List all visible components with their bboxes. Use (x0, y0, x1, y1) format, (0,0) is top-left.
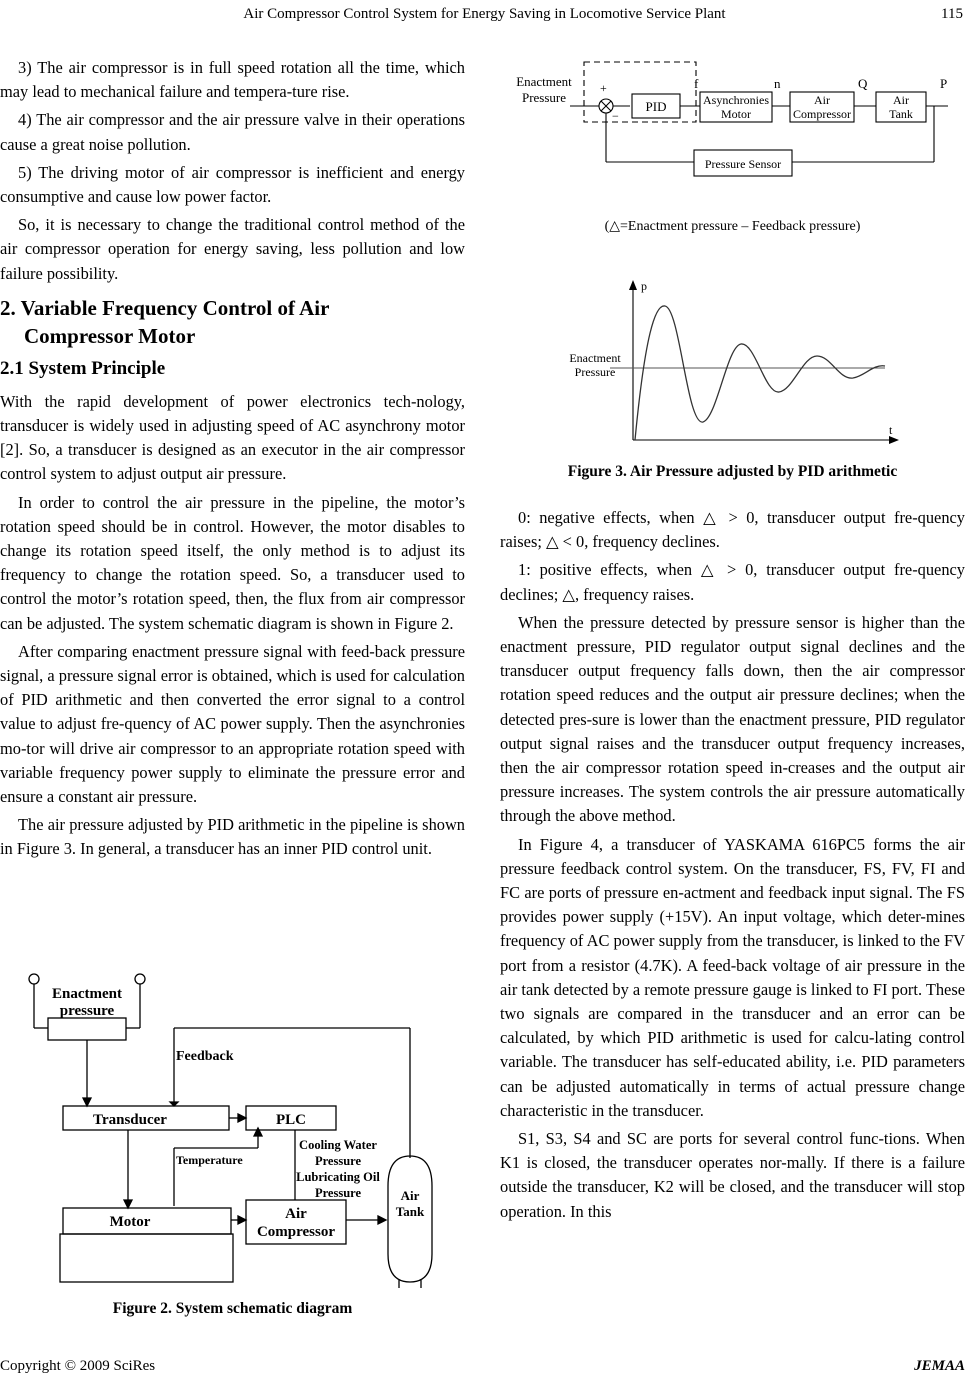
paragraph: 4) The air compressor and the air pressure valve in their operations cause a great noise pollution. (0, 110, 465, 154)
enactment-pressure-label-1: Enactment (516, 74, 572, 89)
plus-sign: + (600, 81, 607, 95)
figure-3-caption: Figure 3. Air Pressure adjusted by PID arithmetic (567, 463, 898, 480)
plc-label: PLC (276, 1112, 306, 1128)
asynchronies-motor-label-2: Motor (721, 107, 751, 121)
transducer-label: Transducer (93, 1112, 167, 1128)
n-label: n (774, 76, 781, 91)
pid-block-label: PID (645, 99, 667, 114)
paragraph: 1: positive effects, when △ > 0, transducer output fre-quency declines; △, frequency raises. (500, 560, 965, 604)
air-tank-label-1: Air (893, 93, 909, 107)
figure-2-diagram (20, 968, 465, 1288)
paragraph: In Figure 4, a transducer of YASKAMA 616PC5 forms the air pressure feedback control system. On the transducer, FS, FV, FI and FC are ports of pressure en-actment and feedback input signal. The FS provides power supply (+15V). An input voltage, which deter-mines frequency of AC power supply from the transducer, is linked to the FV port from a resistor (4.7K). A feed-back voltage of air pressure in the air tank detected by a remote pressure gauge is linked to FI port. These two signals are compared in the transducer and an error can be calculated, by which PID arithmetic is used for calcu-lating control variable. The transducer has self-educated ability, i.e. PID parameters can be adjusted automatically in terms of actual pressure change characteristic in the transducer. (500, 834, 965, 1120)
asynchronies-motor-label-1: Asynchronies (703, 93, 769, 107)
feedback-label: Feedback (176, 1049, 234, 1064)
f-label: f (694, 76, 699, 91)
running-title: Air Compressor Control System for Energy Saving in Locomotive Service Plant (243, 6, 726, 22)
paragraph: 0: negative effects, when △ > 0, transducer output fre-quency raises; △ < 0, frequency declines. (500, 508, 965, 552)
journal-abbrev: JEMAA (914, 1358, 965, 1374)
page-footer (0, 1358, 969, 1378)
air-tank-label-2: Tank (395, 1204, 425, 1219)
subsection-heading: 2.1 System Principle (0, 357, 166, 379)
air-compressor-label-2: Compressor (256, 1224, 336, 1240)
t-axis-label: t (889, 423, 893, 437)
section-heading-line2: Compressor Motor (24, 323, 196, 348)
motor-label: Motor (109, 1214, 151, 1230)
cooling-water-label: Cooling Water (299, 1138, 377, 1152)
p-label: P (940, 76, 948, 91)
air-compressor-label-1: Air (814, 93, 830, 107)
paragraph: When the pressure detected by pressure sensor is higher than the enactment pressure, PID regulator output signal declines and the transducer output frequency falls down, then the air compressor rotation speed reduces and the output air pressure declines; when the detected pres-sure is lower than the enactment pressure, PID regulator output signal raises and the transducer output frequency increases, then the air compressor rotation speed in-creases and the output air pressure increases. The system controls the air pressure automatically through the above method. (500, 612, 965, 826)
air-tank-label-2: Tank (889, 107, 913, 121)
lubricating-oil-label: Lubricating Oil (296, 1170, 380, 1184)
air-compressor-label-2: Compressor (793, 107, 851, 121)
running-header (0, 6, 969, 26)
page-number: 115 (941, 6, 963, 22)
air-compressor-label-1: Air (285, 1206, 307, 1222)
q-label: Q (858, 76, 868, 91)
left-column (0, 56, 465, 866)
paragraph: S1, S3, S4 and SC are ports for several control func-tions. When K1 is closed, the transducer operates nor-mally. If there is a failure outside the transducer, K2 will be closed, and the transducer will stop operation. In this (500, 1129, 965, 1221)
paragraph: With the rapid development of power electronics tech-nology, transducer is widely used in adjusting speed of AC asynchrony motor [2]. So, a transducer is designed as an executor in the air compressor control system to adjust output air pressure. (0, 391, 465, 484)
paragraph: After comparing enactment pressure signal with feed-back pressure signal, a pressure signal error is obtained, which is used for calculation of PID arithmetic and then converted the error signal to a control value to adjust fre-quency of AC power supply. Then the asynchronies mo-tor will drive air compressor to an appropriate rotation speed with variable frequency power supply to eliminate the pressure error and ensure a constant air pressure. (0, 641, 465, 807)
paragraph: So, it is necessary to change the traditional control method of the air compressor operation for energy saving, less pollution and low failure possibility. (0, 215, 465, 283)
pressure-response-curve (635, 306, 885, 440)
delta-definition-note: (△=Enactment pressure – Feedback pressure) (604, 219, 861, 234)
enactment-label: Enactment (569, 351, 621, 365)
enactment-pressure-label-2: Pressure (521, 90, 567, 105)
copyright-text: Copyright © 2009 SciRes (0, 1358, 156, 1374)
enactment-label: Enactment (52, 986, 122, 1002)
pressure-label: Pressure (574, 365, 616, 379)
cooling-pressure-label: Pressure (314, 1154, 362, 1168)
lubricating-pressure-label: Pressure (314, 1186, 362, 1200)
paragraph: 5) The driving motor of air compressor is inefficient and energy consumptive and cause low power factor. (0, 162, 465, 207)
minus-sign: − (612, 109, 619, 123)
paragraph: The air pressure adjusted by PID arithmetic in the pipeline is shown in Figure 3. In general, a transducer has an inner PID control unit. (0, 815, 465, 859)
paragraph: In order to control the air pressure in the pipeline, the motor’s rotation speed should be in control. However, the motor disables to change its rotation speed itself, the only method is to adjust its frequency to change the rotation speed. So, a transducer used to control the motor’s rotation speed, then, the flux from air compressor can be adjusted. The system schematic diagram is shown in Figure 2. (0, 492, 465, 633)
figure-3-plot (555, 276, 905, 446)
temperature-label: Temperature (176, 1153, 243, 1167)
paragraph: 3) The air compressor is in full speed rotation all the time, which may lead to mechanical failure and tempera-ture rise. (0, 58, 465, 102)
p-axis-label: p (641, 279, 647, 293)
right-column (500, 506, 965, 1228)
figure-2-caption: Figure 2. System schematic diagram (112, 1300, 353, 1317)
pid-block-diagram (508, 60, 963, 180)
section-heading-line1: 2. Variable Frequency Control of Air (0, 295, 330, 320)
section-heading (0, 294, 465, 350)
air-tank-label-1: Air (400, 1188, 420, 1203)
pressure-sensor-label: Pressure Sensor (704, 157, 782, 171)
pressure-label: pressure (59, 1003, 115, 1019)
